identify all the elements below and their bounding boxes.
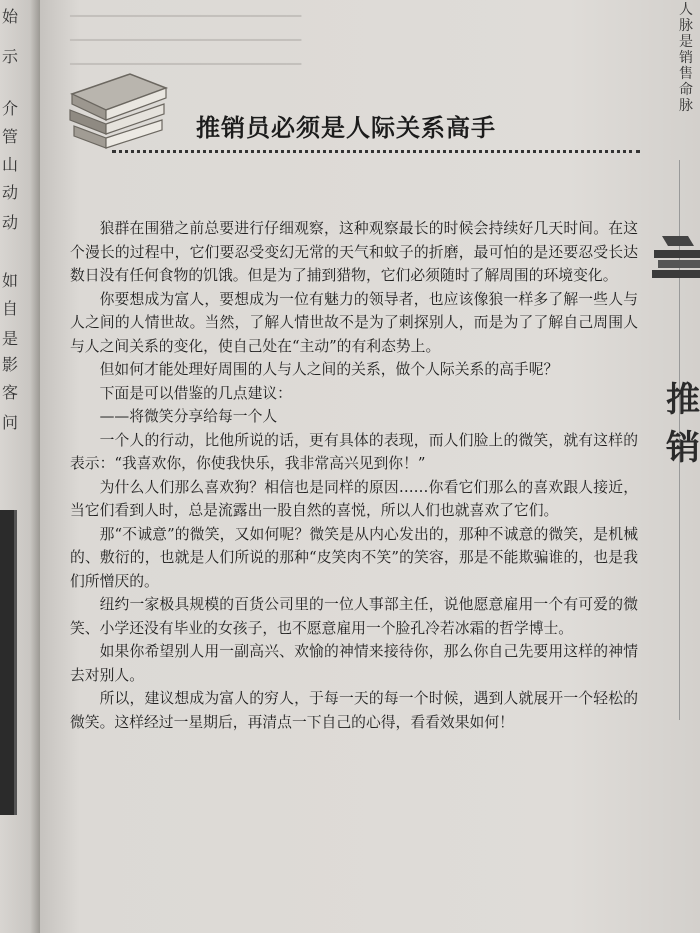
paragraph: 为什么人们那么喜欢狗？相信也是同样的原因……你看它们那么的喜欢跟人接近，当它们看到人时，总是流露出一股自然的喜悦，所以人们也就喜欢了它们。 [70, 478, 638, 519]
left-margin-char: 山 [2, 155, 19, 174]
vertical-running-header: 人脉是销售命脉 [679, 2, 693, 114]
left-margin-char: 自 [2, 299, 19, 318]
show-through-line: ━━━━━━━━━━━━━━━━━━━━━━━━━━━━━━━━ [70, 57, 302, 71]
paragraph: 但如何才能处理好周围的人与人之间的关系，做个人际关系的高手呢？ [99, 361, 559, 378]
left-margin-char: 介 [2, 99, 19, 118]
left-margin-char: 管 [2, 127, 19, 146]
paragraph: ——将微笑分享给每一个人 [99, 408, 278, 425]
body-text [70, 217, 638, 734]
show-through-line: ━━━━━━━━━━━━━━━━━━━━━━━━━━━━━━━━ [70, 33, 302, 47]
side-tab-char: 销 [666, 428, 700, 468]
stack-of-books-icon [66, 66, 170, 152]
show-through-line: ━━━━━━━━━━━━━━━━━━━━━━━━━━━━━━━━ [70, 9, 302, 23]
left-margin-char: 影 [2, 355, 19, 374]
left-margin-char: 是 [2, 329, 19, 348]
paragraph: 你要想成为富人，要想成为一位有魅力的领导者，也应该像狼一样多了解一些人与人之间的人情世故。当然，了解人情世故不是为了刺探别人，而是为了了解自己周围人与人之间关系的变化，使自己处在“主动”的有利态势上。 [70, 290, 638, 355]
page-title: 推销员必须是人际关系高手 [196, 114, 496, 142]
paragraph: 所以，建议想成为富人的穷人，于每一天的每一个时候，遇到人就展开一个轻松的微笑。这样经过一星期后，再清点一下自己的心得，看看效果如何！ [70, 690, 638, 731]
paragraph: 纽约一家极具规模的百货公司里的一位人事部主任，说他愿意雇用一个有可爱的微笑、小学还没有毕业的女孩子，也不愿意雇用一个脸孔冷若冰霜的哲学博士。 [70, 596, 638, 637]
paragraph: 一个人的行动，比他所说的话，更有具体的表现，而人们脸上的微笑，就有这样的表示：“我喜欢你，你使我快乐，我非常高兴见到你！” [70, 431, 638, 472]
paragraph: 那“不诚意”的微笑，又如何呢？微笑是从内心发出的，那种不诚意的微笑，是机械的、敷衍的，也就是人们所说的那种“皮笑肉不笑”的笑容，那是不能欺骗谁的，也是我们所憎厌的。 [70, 525, 638, 590]
left-margin-char: 始 [2, 7, 19, 26]
left-page-edge [0, 0, 40, 933]
paragraph: 下面是可以借鉴的几点建议： [99, 384, 292, 402]
paragraph: 如果你希望别人用一副高兴、欢愉的神情来接待你，那么你自己先要用这样的神情去对别人。 [70, 643, 638, 684]
left-margin-char: 客 [2, 383, 19, 402]
left-margin-char: 问 [2, 413, 19, 432]
title-dotted-rule [112, 150, 640, 153]
left-margin-char: 动 [2, 183, 19, 202]
side-tab-char: 推 [666, 380, 700, 420]
left-margin-char: 示 [2, 47, 19, 66]
left-margin-char: 如 [2, 271, 19, 290]
left-page-dark-block [0, 510, 17, 815]
paragraph: 狼群在围猎之前总要进行仔细观察，这种观察最长的时候会持续好几天时间。在这个漫长的过程中，它们要忍受变幻无常的天气和蚊子的折磨，最可怕的是还要忍受长达数日没有任何食物的饥饿。但是为了捕到猎物，它们必须随时了解周围的环境变化。 [70, 220, 638, 284]
left-margin-char: 动 [2, 213, 19, 232]
side-tab-books-icon [648, 230, 700, 290]
